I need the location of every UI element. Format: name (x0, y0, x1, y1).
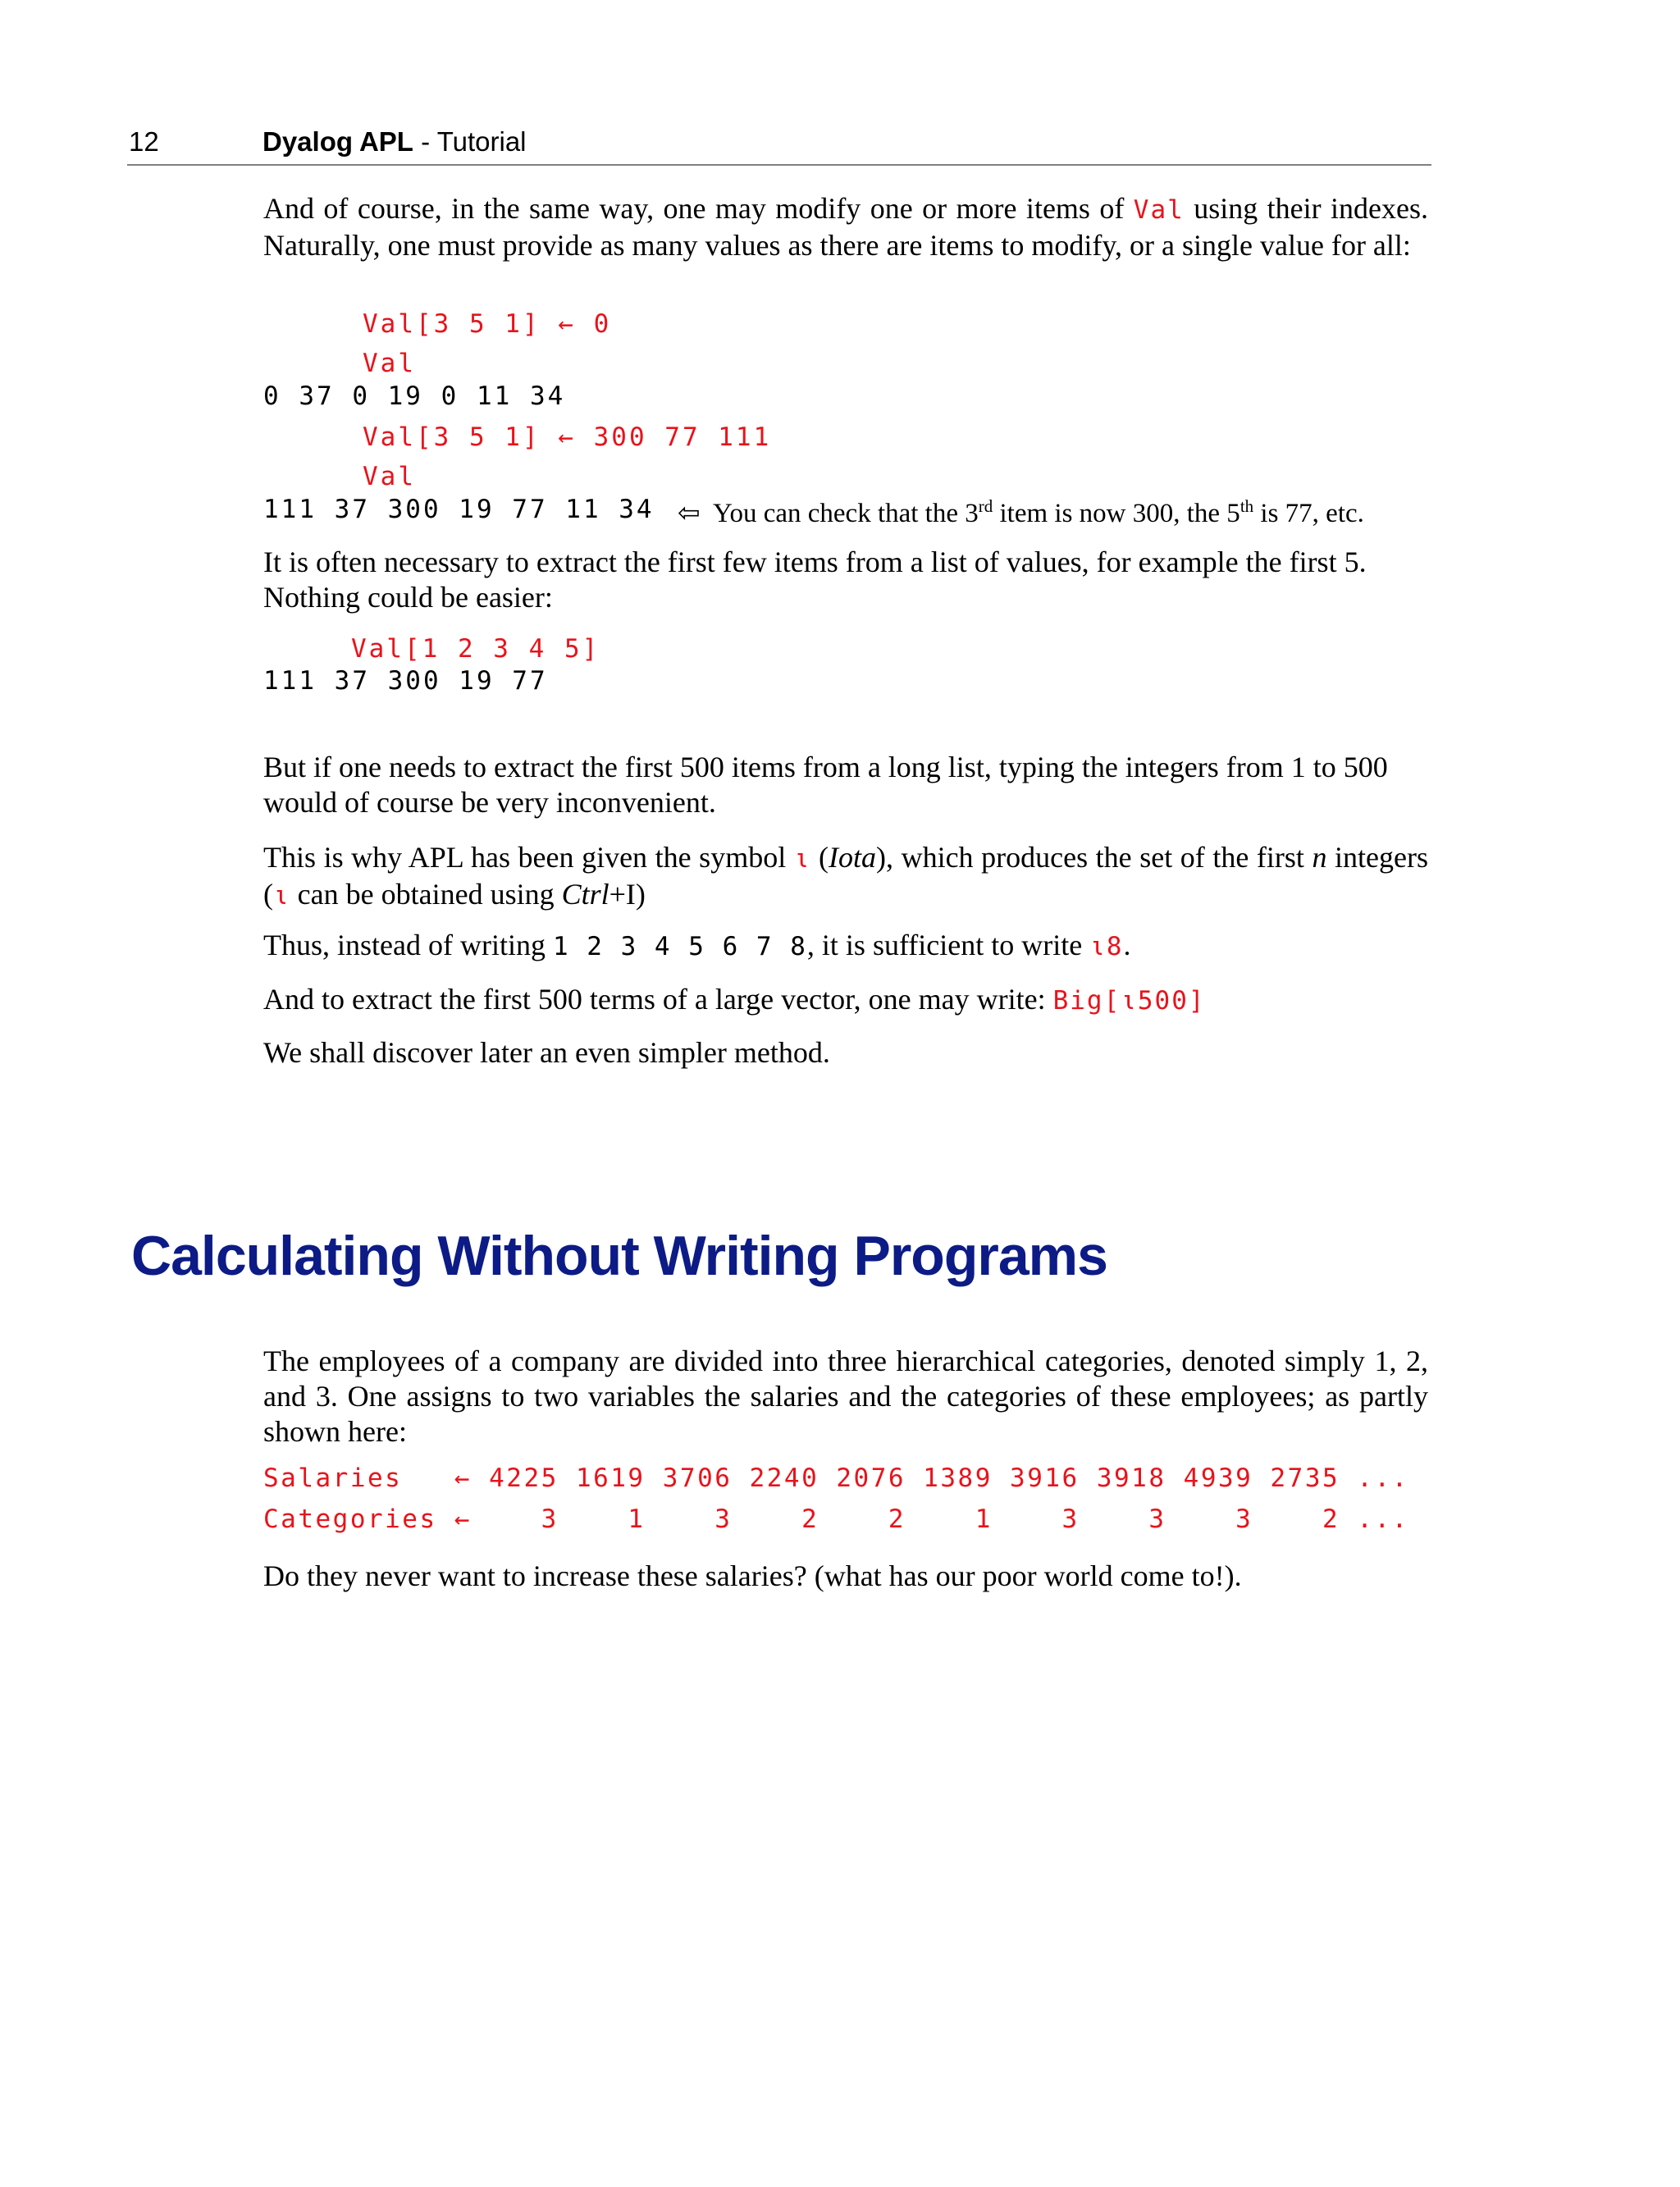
paragraph-employees: The employees of a company are divided into three hierarchical categories, denoted simply 1, 2, and 3. One assigns to two variables the salaries and the categories of these employees; as partly shown here: (263, 1345, 1428, 1448)
code-line: Val[3 5 1] ← 300 77 111 (363, 422, 772, 452)
page-number: 12 (129, 126, 159, 157)
code-line: Val (363, 349, 416, 378)
code-output: 111 37 300 19 77 11 34 (263, 495, 655, 524)
code-line: Salaries ← 4225 1619 3706 2240 2076 1389 3916 3918 4939 2735 ... (263, 1463, 1409, 1493)
book-title-rest: - Tutorial (413, 126, 527, 157)
code-output: 111 37 300 19 77 (263, 666, 548, 696)
text: n (1312, 841, 1327, 874)
text: can be obtained using (290, 878, 562, 911)
text: Ctrl (561, 878, 609, 911)
text: item is now 300, the 5 (993, 499, 1240, 528)
code-line: Categories ← 3 1 3 2 2 1 3 3 3 2 ... (263, 1504, 1409, 1534)
paragraph-modify-items (263, 191, 1428, 263)
code-output: 0 37 0 19 0 11 34 (263, 381, 566, 411)
paragraph-salaries: Do they never want to increase these salaries? (what has our poor world come to!). (263, 1559, 1242, 1592)
inline-code: ⍳8 (1089, 932, 1124, 961)
text: . (1123, 929, 1131, 961)
inline-code: Val (1133, 195, 1185, 225)
paragraph-big (263, 982, 1428, 1019)
iota-symbol: ⍳ (793, 844, 811, 874)
text: And to extract the first 500 terms of a large vector, one may write: (263, 983, 1053, 1016)
text: You can check that the 3 (712, 499, 979, 528)
superscript: th (1239, 496, 1254, 516)
paragraph-inconvenient: But if one needs to extract the first 500 items from a long list, typing the integers from 1 to 500 would of course be very inconvenient. (263, 751, 1388, 819)
text: This is why APL has been given the symbol (263, 841, 794, 874)
left-arrow-icon: ⇦ (678, 499, 701, 528)
iota-symbol: ⍳ (273, 881, 290, 911)
text: ), which produces the set of the first (876, 841, 1312, 874)
superscript: rd (978, 496, 993, 516)
running-title (262, 126, 527, 158)
paragraph-extract-first: It is often necessary to extract the first few items from a list of values, for example the first 5. Nothing could be easier: (263, 546, 1367, 614)
text: +I) (609, 878, 646, 911)
text: integers ( (263, 841, 1428, 911)
text: , it is sufficient to write (806, 929, 1090, 961)
book-title-bold: Dyalog APL (262, 126, 413, 157)
text: Iota (829, 841, 877, 874)
paragraph-iota (263, 840, 1428, 914)
page-header (127, 126, 1431, 166)
inline-code: Big[⍳500] (1052, 986, 1206, 1016)
code-line: Val[1 2 3 4 5] (351, 634, 600, 664)
text: is 77, etc. (1253, 499, 1364, 528)
text: ( (810, 841, 829, 874)
code-line: Val (363, 462, 416, 491)
paragraph-thus (263, 928, 1428, 965)
paragraph-later: We shall discover later an even simpler method. (263, 1036, 830, 1069)
section-heading: Calculating Without Writing Programs (131, 1225, 1107, 1287)
margin-note (678, 496, 1364, 529)
text: using their indexes. Naturally, one must provide as many values as there are items to modify, or a single value for all: (263, 192, 1429, 262)
inline-code: 1 2 3 4 5 6 7 8 (552, 932, 807, 961)
code-line: Val[3 5 1] ← 0 (363, 309, 612, 339)
text: And of course, in the same way, one may modify one or more items of (263, 192, 1134, 225)
text: Thus, instead of writing (263, 929, 553, 961)
